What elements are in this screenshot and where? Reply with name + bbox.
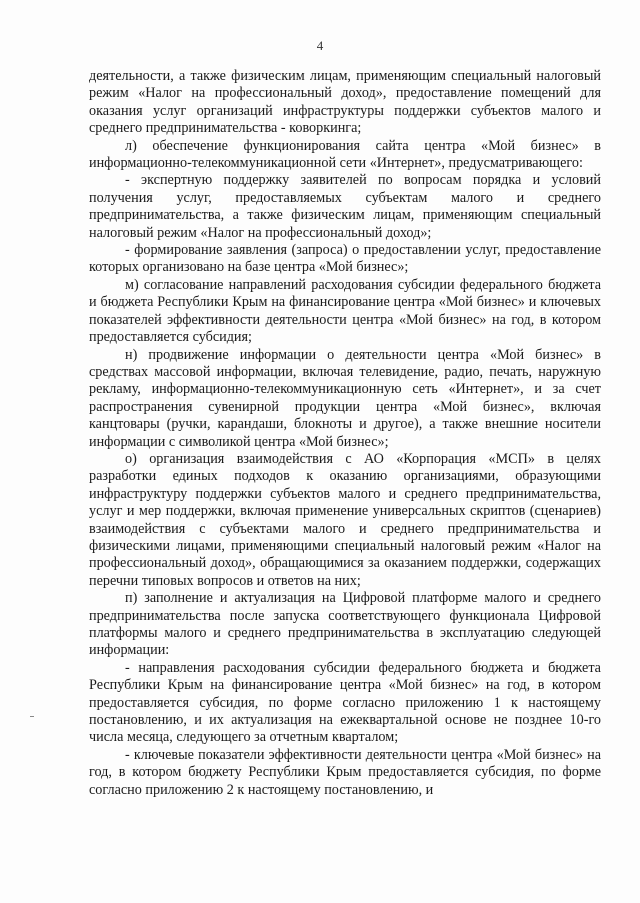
- paragraph-l: л) обеспечение функционирования сайта центра «Мой бизнес» в информационно-телекоммуникационной сети «Интернет», предусматривающего:: [89, 137, 601, 172]
- page-number: 4: [316, 38, 324, 53]
- paragraph-continuation: деятельности, а также физическим лицам, применяющим специальный налоговый режим «Налог на профессиональный доход», предоставление помещений для оказания услуг организаций инфраструктуры поддержки субъектов малого и среднего предпринимательства - коворкинга;: [89, 68, 601, 137]
- document-body: [89, 68, 601, 799]
- paragraph-l-item-2: - формирование заявления (запроса) о предоставлении услуг, предоставление которых организовано на базе центра «Мой бизнес»;: [89, 242, 601, 276]
- paragraph-n: н) продвижение информации о деятельности центра «Мой бизнес» в средствах массовой информации, включая телевидение, радио, печать, наружную рекламу, информационно-телекоммуникационную сеть «Интернет», и за счет распространения сувенирной продукции центра «Мой бизнес», включая канцтовары (ручки, карандаши, блокноты и другое), а также внешние носители информации с символикой центра «Мой бизнес»;: [89, 346, 601, 450]
- paragraph-m: м) согласование направлений расходования субсидии федерального бюджета и бюджета Республики Крым на финансирование центра «Мой бизнес» и ключевых показателей эффективности деятельности центра «Мой бизнес» на год, в котором предоставляется субсидия;: [89, 276, 601, 346]
- scan-edge-mark: [30, 716, 34, 717]
- paragraph-p: п) заполнение и актуализация на Цифровой платформе малого и среднего предпринимательства после запуска соответствующего функционала Цифровой платформы малого и среднего предпринимательства в эксплуатацию следующей информации:: [89, 590, 601, 659]
- paragraph-l-item-1: - экспертную поддержку заявителей по вопросам порядка и условий получения услуг, предоставляемых субъектам малого и среднего предпринимательства, а также физическим лицам, применяющим специальный налоговый режим «Налог на профессиональный доход»;: [89, 172, 601, 241]
- paragraph-p-item-2: - ключевые показатели эффективности деятельности центра «Мой бизнес» на год, в котором бюджету Республики Крым предоставляется субсидия, по форме согласно приложению 2 к настоящему постановлению, и: [89, 746, 601, 798]
- paragraph-o: о) организация взаимодействия с АО «Корпорация «МСП» в целях разработки единых подходов к оказанию организациями, образующими инфраструктуру поддержки субъектов малого и среднего предпринимательства, услуг и мер поддержки, включая применение универсальных скриптов (сценариев) взаимодействия с субъектами малого и среднего предпринимательства и физическими лицами, применяющими специальный налоговый режим «Налог на профессиональный доход», обращающимися за оказанием поддержки, содержащих перечни типовых вопросов и ответов на них;: [89, 450, 601, 589]
- paragraph-p-item-1: - направления расходования субсидии федерального бюджета и бюджета Республики Крым на финансирование центра «Мой бизнес» на год, в котором предоставляется субсидия, по форме согласно приложению 1 к настоящему постановлению, и их актуализация на ежеквартальной основе не позднее 10-го числа месяца, следующего за отчетным кварталом;: [89, 659, 601, 746]
